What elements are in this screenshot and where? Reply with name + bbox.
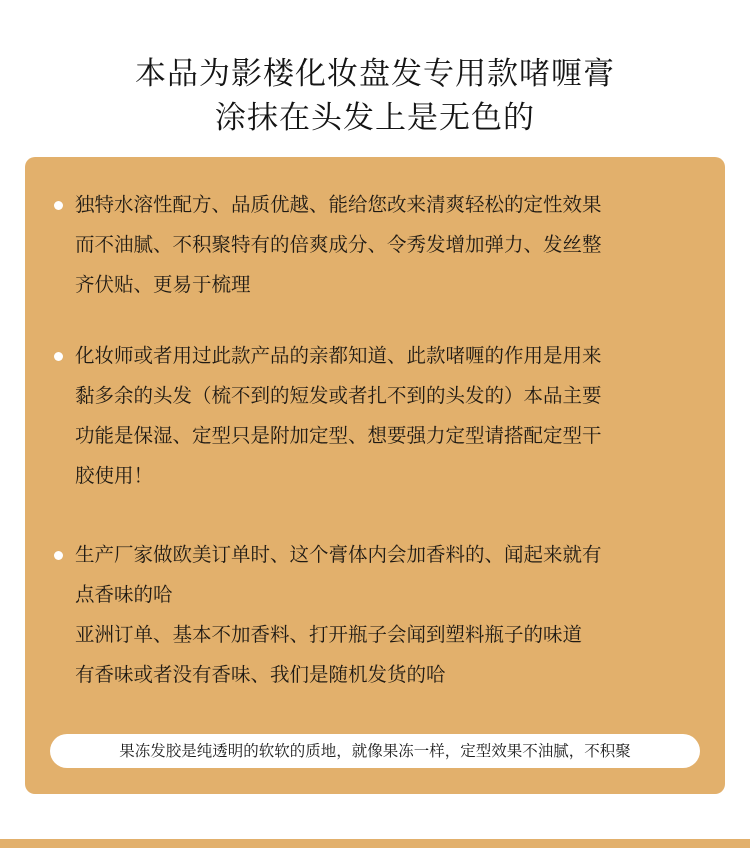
bullet-text-line: 而不油腻、不积聚特有的倍爽成分、令秀发增加弹力、发丝整 (75, 233, 602, 256)
bullet-text-line: 胶使用！ (75, 464, 154, 487)
bullet-dot-icon (54, 551, 63, 560)
bullet-text-line: 独特水溶性配方、品质优越、能给您改来清爽轻松的定性效果 (75, 193, 602, 216)
bullet-dot-icon (54, 201, 63, 210)
bullet-text-line: 亚洲订单、基本不加香料、打开瓶子会闻到塑料瓶子的味道 (75, 623, 583, 646)
bullet-text-line: 功能是保湿、定型只是附加定型、想要强力定型请搭配定型干 (75, 424, 602, 447)
bullet-text-line: 黏多余的头发（梳不到的短发或者扎不到的头发的）本品主要 (75, 384, 602, 407)
bullet-text-line: 齐伏贴、更易于梳理 (75, 273, 251, 296)
bottom-divider (0, 839, 750, 848)
heading-line-1: 本品为影楼化妆盘发专用款啫喱膏 (135, 56, 615, 92)
bullet-text-line: 生产厂家做欧美订单时、这个膏体内会加香料的、闻起来就有 (75, 543, 602, 566)
bullet-dot-icon (54, 352, 63, 361)
bullet-text-line: 有香味或者没有香味、我们是随机发货的哈 (75, 663, 446, 686)
heading-line-2: 涂抹在头发上是无色的 (215, 100, 535, 136)
description-panel (25, 157, 725, 794)
page-heading (0, 52, 750, 140)
texture-note: 果冻发胶是纯透明的软软的质地，就像果冻一样，定型效果不油腻，不积聚 (50, 734, 700, 768)
bullet-text-line: 点香味的哈 (75, 583, 173, 606)
bullet-text-line: 化妆师或者用过此款产品的亲都知道、此款啫喱的作用是用来 (75, 344, 602, 367)
